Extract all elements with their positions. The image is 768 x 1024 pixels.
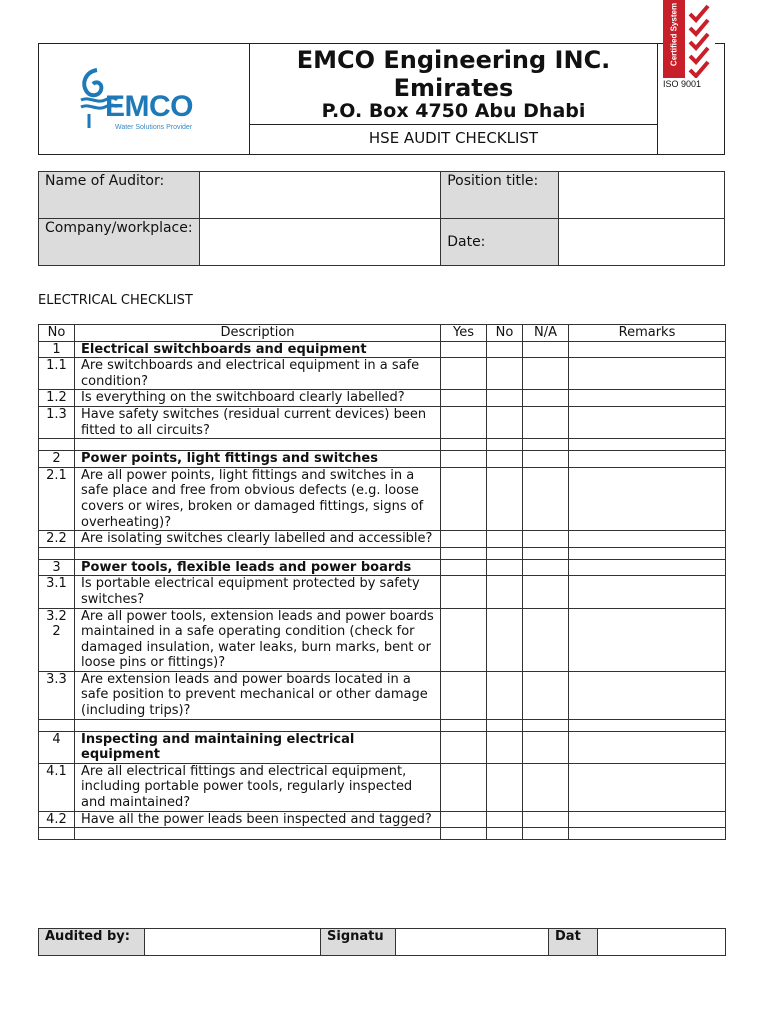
no-cell[interactable] bbox=[487, 358, 523, 390]
item-number: 3.1 bbox=[39, 576, 75, 608]
remarks-cell bbox=[569, 731, 726, 763]
na-cell[interactable] bbox=[523, 811, 569, 828]
sign-off-table bbox=[38, 928, 726, 956]
no-cell bbox=[487, 341, 523, 358]
na-cell bbox=[523, 828, 569, 840]
yes-cell[interactable] bbox=[441, 811, 487, 828]
yes-cell[interactable] bbox=[441, 763, 487, 811]
remarks-cell[interactable] bbox=[569, 576, 726, 608]
item-description: Is portable electrical equipment protected by safety switches? bbox=[75, 576, 441, 608]
remarks-cell[interactable] bbox=[569, 671, 726, 719]
na-cell bbox=[523, 451, 569, 468]
section-row bbox=[39, 341, 726, 358]
na-cell[interactable] bbox=[523, 390, 569, 407]
na-cell[interactable] bbox=[523, 467, 569, 530]
company-workplace-label: Company/workplace: bbox=[39, 219, 200, 266]
position-title-field[interactable] bbox=[558, 172, 724, 219]
company-address: P.O. Box 4750 Abu Dhabi bbox=[321, 100, 586, 122]
checklist-row bbox=[39, 671, 726, 719]
no-cell bbox=[487, 719, 523, 731]
checklist-row bbox=[39, 608, 726, 671]
footer-date-field[interactable] bbox=[598, 929, 726, 956]
yes-cell[interactable] bbox=[441, 531, 487, 548]
na-cell bbox=[523, 719, 569, 731]
remarks-cell bbox=[569, 559, 726, 576]
checklist-row bbox=[39, 467, 726, 530]
na-cell[interactable] bbox=[523, 576, 569, 608]
remarks-cell bbox=[569, 719, 726, 731]
auditor-name-field[interactable] bbox=[199, 172, 441, 219]
yes-cell bbox=[441, 828, 487, 840]
auditor-info-table bbox=[38, 171, 725, 266]
na-cell bbox=[523, 559, 569, 576]
checklist-header-row bbox=[39, 325, 726, 342]
item-description: Are all electrical fittings and electrical equipment, including portable power tools, regularly inspected and maintained? bbox=[75, 763, 441, 811]
item-number: 4.2 bbox=[39, 811, 75, 828]
date-field[interactable] bbox=[558, 219, 724, 266]
yes-cell bbox=[441, 341, 487, 358]
item-number: 1.3 bbox=[39, 406, 75, 438]
footer-date-label: Dat bbox=[549, 929, 598, 956]
remarks-cell bbox=[569, 828, 726, 840]
signature-field[interactable] bbox=[396, 929, 549, 956]
item-description bbox=[75, 719, 441, 731]
item-number bbox=[39, 439, 75, 451]
item-description: Are switchboards and electrical equipment in a safe condition? bbox=[75, 358, 441, 390]
na-cell[interactable] bbox=[523, 671, 569, 719]
remarks-cell[interactable] bbox=[569, 531, 726, 548]
item-description bbox=[75, 828, 441, 840]
signature-label: Signatu bbox=[321, 929, 396, 956]
section-row bbox=[39, 731, 726, 763]
yes-cell[interactable] bbox=[441, 406, 487, 438]
no-cell bbox=[487, 731, 523, 763]
header-no: No bbox=[39, 325, 75, 342]
no-cell[interactable] bbox=[487, 390, 523, 407]
item-description bbox=[75, 439, 441, 451]
na-cell[interactable] bbox=[523, 763, 569, 811]
remarks-cell bbox=[569, 451, 726, 468]
item-description: Is everything on the switchboard clearly labelled? bbox=[75, 390, 441, 407]
document-header bbox=[38, 43, 725, 155]
no-cell bbox=[487, 439, 523, 451]
no-cell bbox=[487, 547, 523, 559]
certification-badge bbox=[663, 0, 715, 78]
company-workplace-field[interactable] bbox=[199, 219, 441, 266]
item-number: 1 bbox=[39, 341, 75, 358]
yes-cell bbox=[441, 731, 487, 763]
na-cell[interactable] bbox=[523, 608, 569, 671]
section-row bbox=[39, 559, 726, 576]
na-cell bbox=[523, 547, 569, 559]
audited-by-label: Audited by: bbox=[39, 929, 145, 956]
item-number: 2 bbox=[39, 451, 75, 468]
auditor-name-label: Name of Auditor: bbox=[39, 172, 200, 219]
yes-cell bbox=[441, 547, 487, 559]
checklist-row bbox=[39, 811, 726, 828]
item-description: Are all power points, light fittings and switches in a safe place and free from obvious defects (e.g. loose covers or wires, broken or damaged fittings, signs of overheating)? bbox=[75, 467, 441, 530]
section-heading: Power points, light fittings and switches bbox=[75, 451, 441, 468]
header-no-answer: No bbox=[487, 325, 523, 342]
remarks-cell[interactable] bbox=[569, 390, 726, 407]
yes-cell[interactable] bbox=[441, 671, 487, 719]
remarks-cell[interactable] bbox=[569, 608, 726, 671]
logo-tagline: Water Solutions Provider bbox=[115, 124, 193, 131]
section-heading: Inspecting and maintaining electrical equipment bbox=[75, 731, 441, 763]
remarks-cell[interactable] bbox=[569, 467, 726, 530]
item-number: 2.1 bbox=[39, 467, 75, 530]
no-cell[interactable] bbox=[487, 811, 523, 828]
item-number: 3.2 2 bbox=[39, 608, 75, 671]
item-number: 4.1 bbox=[39, 763, 75, 811]
item-description bbox=[75, 547, 441, 559]
date-label: Date: bbox=[441, 219, 559, 266]
item-number: 1.2 bbox=[39, 390, 75, 407]
item-number: 1.1 bbox=[39, 358, 75, 390]
company-name-line2: Emirates bbox=[393, 74, 514, 102]
yes-cell bbox=[441, 451, 487, 468]
item-number: 4 bbox=[39, 731, 75, 763]
company-name bbox=[250, 44, 657, 102]
no-cell bbox=[487, 828, 523, 840]
section-heading: Power tools, flexible leads and power boards bbox=[75, 559, 441, 576]
yes-cell[interactable] bbox=[441, 358, 487, 390]
header-na: N/A bbox=[523, 325, 569, 342]
no-cell[interactable] bbox=[487, 467, 523, 530]
remarks-cell bbox=[569, 439, 726, 451]
remarks-cell bbox=[569, 341, 726, 358]
item-number bbox=[39, 828, 75, 840]
no-cell bbox=[487, 559, 523, 576]
no-cell bbox=[487, 451, 523, 468]
na-cell bbox=[523, 439, 569, 451]
item-number bbox=[39, 719, 75, 731]
item-number: 3.3 bbox=[39, 671, 75, 719]
spacer-row bbox=[39, 828, 726, 840]
item-description: Are all power tools, extension leads and power boards maintained in a safe operating condition (check for damaged insulation, water leaks, burn marks, bent or loose pins or fittings)? bbox=[75, 608, 441, 671]
checklist-row bbox=[39, 390, 726, 407]
checklist-row bbox=[39, 406, 726, 438]
na-cell bbox=[523, 731, 569, 763]
na-cell bbox=[523, 341, 569, 358]
audited-by-field[interactable] bbox=[145, 929, 321, 956]
position-title-label: Position title: bbox=[441, 172, 559, 219]
section-heading: Electrical switchboards and equipment bbox=[75, 341, 441, 358]
no-cell[interactable] bbox=[487, 531, 523, 548]
checklist-row bbox=[39, 763, 726, 811]
item-number bbox=[39, 547, 75, 559]
yes-cell[interactable] bbox=[441, 576, 487, 608]
checklist-row bbox=[39, 576, 726, 608]
item-description: Have all the power leads been inspected and tagged? bbox=[75, 811, 441, 828]
header-description: Description bbox=[75, 325, 441, 342]
checklist-row bbox=[39, 358, 726, 390]
iso-label: ISO 9001 bbox=[663, 79, 702, 89]
na-cell[interactable] bbox=[523, 531, 569, 548]
item-description: Have safety switches (residual current devices) been fitted to all circuits? bbox=[75, 406, 441, 438]
no-cell[interactable] bbox=[487, 576, 523, 608]
remarks-cell bbox=[569, 547, 726, 559]
certified-system-text: Certified System bbox=[669, 2, 679, 67]
yes-cell bbox=[441, 719, 487, 731]
company-name-line1: EMCO Engineering INC. bbox=[296, 46, 611, 74]
remarks-cell[interactable] bbox=[569, 811, 726, 828]
item-number: 3 bbox=[39, 559, 75, 576]
no-cell[interactable] bbox=[487, 406, 523, 438]
yes-cell[interactable] bbox=[441, 608, 487, 671]
na-cell[interactable] bbox=[523, 358, 569, 390]
logo-wordmark: EMCO bbox=[105, 90, 193, 123]
document-title: HSE AUDIT CHECKLIST bbox=[368, 129, 539, 147]
yes-cell[interactable] bbox=[441, 390, 487, 407]
no-cell[interactable] bbox=[487, 763, 523, 811]
no-cell[interactable] bbox=[487, 671, 523, 719]
yes-cell bbox=[441, 439, 487, 451]
emco-logo bbox=[75, 66, 215, 132]
header-remarks: Remarks bbox=[569, 325, 726, 342]
spacer-row bbox=[39, 439, 726, 451]
remarks-cell[interactable] bbox=[569, 358, 726, 390]
header-yes: Yes bbox=[441, 325, 487, 342]
item-description: Are isolating switches clearly labelled and accessible? bbox=[75, 531, 441, 548]
section-row bbox=[39, 451, 726, 468]
remarks-cell[interactable] bbox=[569, 406, 726, 438]
na-cell[interactable] bbox=[523, 406, 569, 438]
item-number: 2.2 bbox=[39, 531, 75, 548]
section-title: ELECTRICAL CHECKLIST bbox=[38, 293, 193, 308]
spacer-row bbox=[39, 719, 726, 731]
checklist-row bbox=[39, 531, 726, 548]
remarks-cell[interactable] bbox=[569, 763, 726, 811]
no-cell[interactable] bbox=[487, 608, 523, 671]
yes-cell[interactable] bbox=[441, 467, 487, 530]
yes-cell bbox=[441, 559, 487, 576]
electrical-checklist-table bbox=[38, 324, 726, 840]
spacer-row bbox=[39, 547, 726, 559]
item-description: Are extension leads and power boards located in a safe position to prevent mechanical or other damage (including trips)? bbox=[75, 671, 441, 719]
